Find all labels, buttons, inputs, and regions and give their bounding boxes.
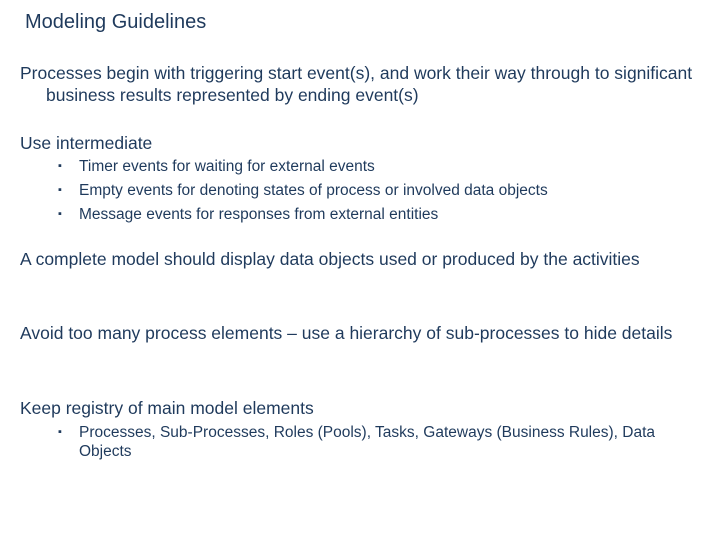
list-item	[58, 157, 699, 176]
bullet-icon: ▪	[58, 426, 62, 438]
bullet-icon: ▪	[58, 184, 62, 196]
paragraph-use-intermediate: Use intermediate	[20, 133, 153, 153]
paragraph-processes: Processes begin with triggering start event(s), and work their way through to significant business results represented by ending event(s)	[20, 63, 693, 105]
list-item-text: Message events for responses from external entities	[79, 206, 439, 223]
bullet-icon: ▪	[58, 208, 62, 220]
bullet-icon: ▪	[58, 160, 62, 172]
list-item-text: Empty events for denoting states of process or involved data objects	[79, 182, 548, 199]
list-item-text: Timer events for waiting for external events	[79, 158, 375, 175]
list-item	[58, 205, 699, 224]
list-item-text: Processes, Sub-Processes, Roles (Pools), Tasks, Gateways (Business Rules), Data Objects	[79, 424, 656, 460]
slide-title: Modeling Guidelines	[25, 11, 207, 33]
list-item	[58, 181, 699, 200]
paragraph-avoid-elements: Avoid too many process elements – use a hierarchy of sub-processes to hide details	[20, 323, 673, 343]
paragraph-keep-registry: Keep registry of main model elements	[20, 398, 314, 418]
list-item	[58, 423, 699, 461]
paragraph-complete-model: A complete model should display data objects used or produced by the activities	[20, 249, 640, 269]
